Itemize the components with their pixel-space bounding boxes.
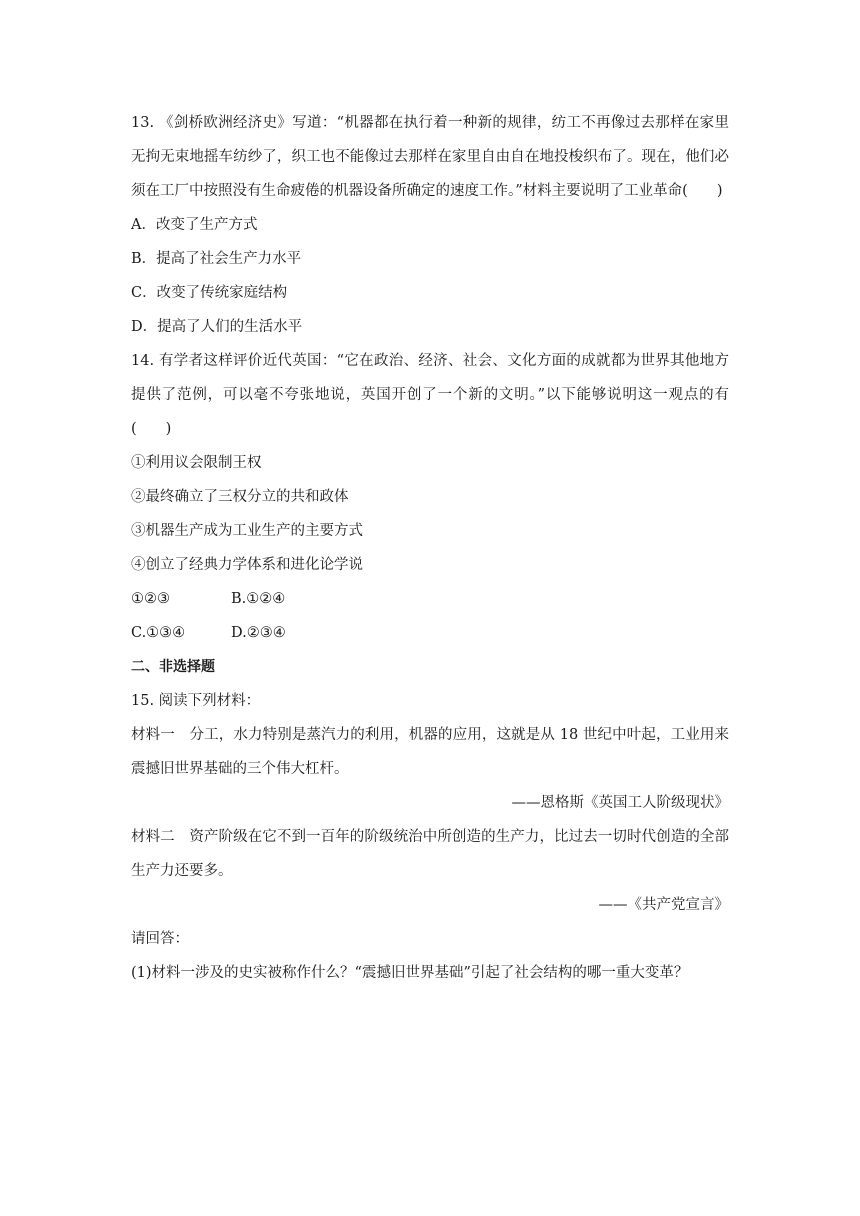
- question-14-item-1: ①利用议会限制王权: [131, 455, 262, 471]
- question-13-option-b: B．提高了社会生产力水平: [131, 251, 302, 267]
- question-13-option-c: C．改变了传统家庭结构: [131, 285, 288, 301]
- material-1: 材料一 分工，水力特别是蒸汽力的利用，机器的应用，这就是从 18 世纪中叶起，工业用来震撼旧世界基础的三个伟大杠杆。: [131, 727, 729, 777]
- question-13-stem: 13. 《剑桥欧洲经济史》写道：“机器都在执行着一种新的规律，纺工不再像过去那样在家里无拘无束地摇车纺纱了，织工也不能像过去那样在家里自由自在地投梭织布了。现在，他们必须在工厂中按照没有生命疲倦的机器设备所确定的速度工作。”材料主要说明了工业革命( ): [131, 115, 729, 199]
- material-2-source: ——《共产党宣言》: [598, 897, 729, 913]
- question-14-choices-row-2: [131, 616, 729, 650]
- question-14-item-4: ④创立了经典力学体系和进化论学说: [131, 557, 363, 573]
- question-13-option-d: D．提高了人们的生活水平: [131, 319, 303, 335]
- question-14-item-3: ③机器生产成为工业生产的主要方式: [131, 523, 363, 539]
- question-14-choices-row-1: [131, 582, 729, 616]
- question-13-option-a: A．改变了生产方式: [131, 217, 258, 233]
- document-page: [131, 106, 729, 990]
- question-14-choice-a: ①②③: [131, 591, 170, 607]
- question-14-choice-b: B.①②④: [231, 591, 286, 607]
- material-2: 材料二 资产阶级在它不到一百年的阶级统治中所创造的生产力，比过去一切时代创造的全部生产力还要多。: [131, 829, 729, 879]
- question-15-sub-1: (1)材料一涉及的史实被称作什么？“震撼旧世界基础”引起了社会结构的哪一重大变革？: [131, 965, 689, 981]
- question-14-choice-d: D.②③④: [231, 625, 286, 641]
- question-14-item-2: ②最终确立了三权分立的共和政体: [131, 489, 349, 505]
- question-15-intro: 15. 阅读下列材料：: [131, 693, 261, 709]
- answer-prompt: 请回答：: [131, 931, 189, 947]
- question-14-stem: 14. 有学者这样评价近代英国：“它在政治、经济、社会、文化方面的成就都为世界其他地方提供了范例，可以毫不夸张地说，英国开创了一个新的文明。”以下能够说明这一观点的有 ( ): [131, 353, 729, 437]
- material-1-source: ——恩格斯《英国工人阶级现状》: [511, 795, 729, 811]
- question-14-choice-c: C.①③④: [131, 625, 186, 641]
- section-heading: 二、非选择题: [131, 659, 215, 675]
